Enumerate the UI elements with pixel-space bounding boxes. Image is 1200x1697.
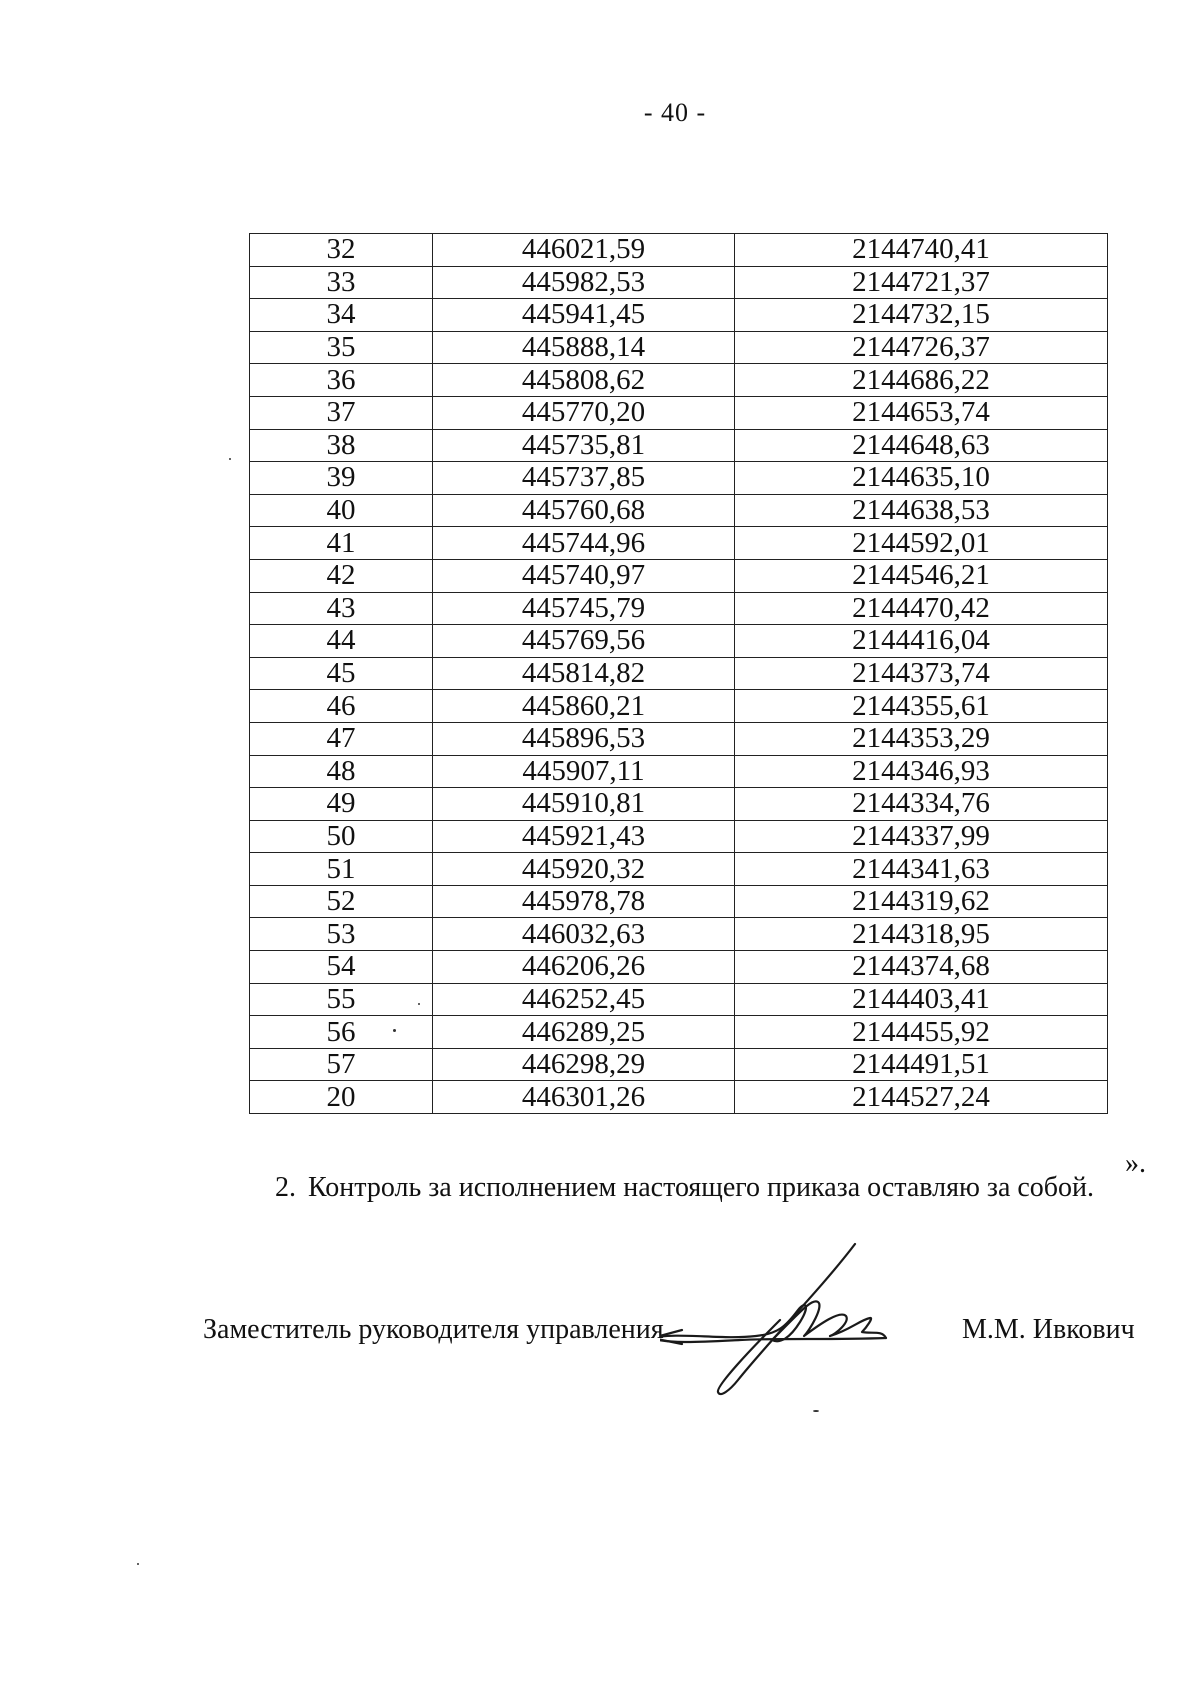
y-coordinate-cell: 2144726,37 [735,331,1108,364]
y-coordinate-cell: 2144732,15 [735,299,1108,332]
y-coordinate-cell: 2144355,61 [735,690,1108,723]
y-coordinate-cell: 2144635,10 [735,462,1108,495]
table-row [250,625,1108,658]
y-coordinate-cell: 2144546,21 [735,559,1108,592]
point-number-cell: 47 [250,722,433,755]
x-coordinate-cell: 445860,21 [433,690,735,723]
x-coordinate-cell: 445978,78 [433,885,735,918]
table-row [250,266,1108,299]
point-number-cell: 35 [250,331,433,364]
x-coordinate-cell: 446032,63 [433,918,735,951]
x-coordinate-cell: 445907,11 [433,755,735,788]
y-coordinate-cell: 2144416,04 [735,625,1108,658]
closing-quote: ». [1125,1148,1146,1179]
table-row [250,462,1108,495]
point-number-cell: 57 [250,1048,433,1081]
point-number-cell: 55 [250,983,433,1016]
point-number-cell: 39 [250,462,433,495]
point-number-cell: 33 [250,266,433,299]
table-row [250,364,1108,397]
x-coordinate-cell: 445760,68 [433,494,735,527]
x-coordinate-cell: 445896,53 [433,722,735,755]
scan-speck [418,1003,420,1005]
point-number-cell: 41 [250,527,433,560]
clause-2 [275,1172,1094,1204]
point-number-cell: 44 [250,625,433,658]
point-number-cell: 20 [250,1081,433,1114]
x-coordinate-cell: 446252,45 [433,983,735,1016]
point-number-cell: 49 [250,788,433,821]
table-row [250,396,1108,429]
y-coordinate-cell: 2144403,41 [735,983,1108,1016]
x-coordinate-cell: 445808,62 [433,364,735,397]
table-row [250,234,1108,267]
point-number-cell: 36 [250,364,433,397]
point-number-cell: 52 [250,885,433,918]
point-number-cell: 43 [250,592,433,625]
table-row [250,755,1108,788]
y-coordinate-cell: 2144491,51 [735,1048,1108,1081]
y-coordinate-cell: 2144740,41 [735,234,1108,267]
x-coordinate-cell: 445769,56 [433,625,735,658]
y-coordinate-cell: 2144648,63 [735,429,1108,462]
table-row [250,299,1108,332]
y-coordinate-cell: 2144337,99 [735,820,1108,853]
table-row [250,331,1108,364]
x-coordinate-cell: 445814,82 [433,657,735,690]
point-number-cell: 45 [250,657,433,690]
scan-speck [229,458,231,460]
point-number-cell: 40 [250,494,433,527]
signature-block [0,1314,1200,1354]
point-number-cell: 50 [250,820,433,853]
y-coordinate-cell: 2144638,53 [735,494,1108,527]
x-coordinate-cell: 445920,32 [433,853,735,886]
scan-speck [137,1563,139,1565]
table-row [250,559,1108,592]
y-coordinate-cell: 2144374,68 [735,951,1108,984]
signatory-position: Заместитель руководителя управления [203,1314,664,1345]
clause-text: Контроль за исполнением настоящего приказа оставляю за собой. [308,1172,1095,1203]
y-coordinate-cell: 2144470,42 [735,592,1108,625]
table-row [250,494,1108,527]
y-coordinate-cell: 2144373,74 [735,657,1108,690]
x-coordinate-cell: 446289,25 [433,1016,735,1049]
table-row [250,885,1108,918]
scan-speck [393,1029,396,1032]
x-coordinate-cell: 445910,81 [433,788,735,821]
y-coordinate-cell: 2144653,74 [735,396,1108,429]
y-coordinate-cell: 2144346,93 [735,755,1108,788]
x-coordinate-cell: 445982,53 [433,266,735,299]
page-number: - 40 - [643,98,707,127]
table-row [250,983,1108,1016]
point-number-cell: 38 [250,429,433,462]
table-row [250,1048,1108,1081]
y-coordinate-cell: 2144334,76 [735,788,1108,821]
clause-number: 2. [275,1172,296,1203]
y-coordinate-cell: 2144353,29 [735,722,1108,755]
scan-speck [813,1410,819,1412]
table-row [250,820,1108,853]
point-number-cell: 54 [250,951,433,984]
table-row [250,657,1108,690]
signatory-name: М.М. Ивкович [962,1314,1135,1345]
point-number-cell: 48 [250,755,433,788]
x-coordinate-cell: 445888,14 [433,331,735,364]
point-number-cell: 53 [250,918,433,951]
table-row [250,429,1108,462]
coordinates-table [249,233,1108,1114]
table-row [250,951,1108,984]
x-coordinate-cell: 445735,81 [433,429,735,462]
x-coordinate-cell: 446298,29 [433,1048,735,1081]
table-row [250,722,1108,755]
coordinates-table-body [250,234,1108,1114]
x-coordinate-cell: 446021,59 [433,234,735,267]
y-coordinate-cell: 2144686,22 [735,364,1108,397]
x-coordinate-cell: 445770,20 [433,396,735,429]
point-number-cell: 37 [250,396,433,429]
table-row [250,592,1108,625]
y-coordinate-cell: 2144455,92 [735,1016,1108,1049]
point-number-cell: 32 [250,234,433,267]
x-coordinate-cell: 445744,96 [433,527,735,560]
table-row [250,690,1108,723]
x-coordinate-cell: 445921,43 [433,820,735,853]
x-coordinate-cell: 446206,26 [433,951,735,984]
x-coordinate-cell: 446301,26 [433,1081,735,1114]
y-coordinate-cell: 2144721,37 [735,266,1108,299]
y-coordinate-cell: 2144318,95 [735,918,1108,951]
point-number-cell: 34 [250,299,433,332]
x-coordinate-cell: 445737,85 [433,462,735,495]
y-coordinate-cell: 2144341,63 [735,853,1108,886]
table-row [250,527,1108,560]
point-number-cell: 56 [250,1016,433,1049]
point-number-cell: 42 [250,559,433,592]
handwritten-signature-icon [660,1240,980,1400]
table-row [250,1016,1108,1049]
table-row [250,853,1108,886]
y-coordinate-cell: 2144319,62 [735,885,1108,918]
point-number-cell: 46 [250,690,433,723]
x-coordinate-cell: 445941,45 [433,299,735,332]
y-coordinate-cell: 2144527,24 [735,1081,1108,1114]
table-row [250,1081,1108,1114]
y-coordinate-cell: 2144592,01 [735,527,1108,560]
x-coordinate-cell: 445745,79 [433,592,735,625]
x-coordinate-cell: 445740,97 [433,559,735,592]
point-number-cell: 51 [250,853,433,886]
table-row [250,788,1108,821]
table-row [250,918,1108,951]
